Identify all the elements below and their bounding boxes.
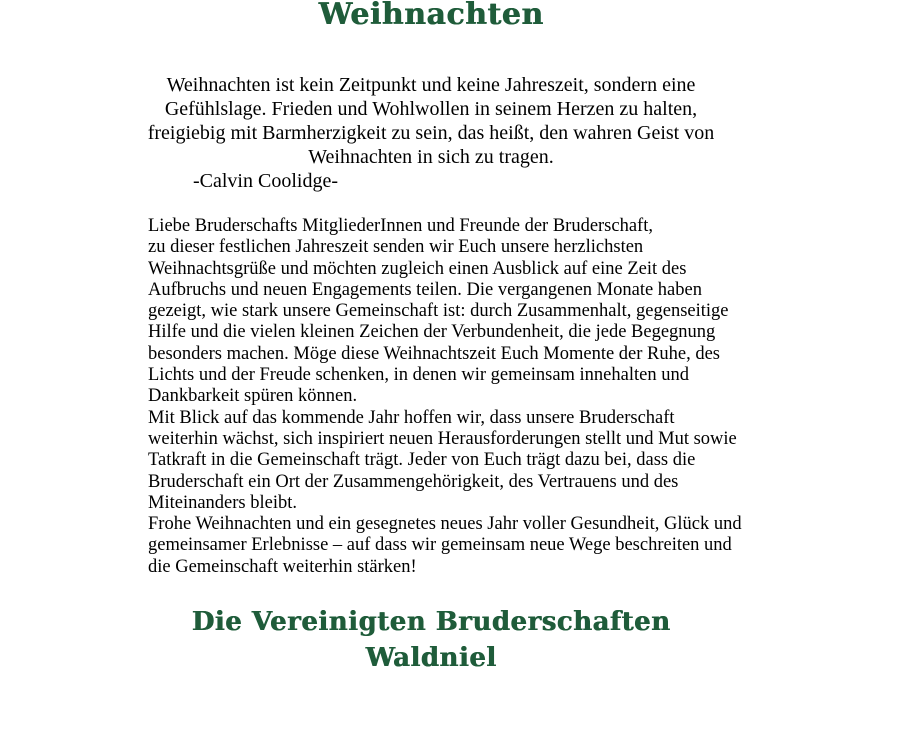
letter-line: Lichts und der Freude schenken, in denen wir gemeinsam innehalten und [148, 365, 689, 386]
quote-block [0, 73, 862, 193]
letter-line: die Gemeinschaft weiterhin stärken! [148, 556, 417, 577]
letter-line: Bruderschaft ein Ort der Zusammengehörigkeit, des Vertrauens und des [148, 471, 679, 492]
quote-line: Gefühlslage. Frieden und Wohlwollen in seinem Herzen zu halten, [164, 98, 698, 120]
letter-line: Frohe Weihnachten und ein gesegnetes neues Jahr voller Gesundheit, Glück und [148, 514, 742, 535]
letter-line: gezeigt, wie stark unsere Gemeinschaft ist: durch Zusammenhalt, gegenseitige [148, 301, 729, 322]
letter-line: besonders machen. Möge diese Weihnachtszeit Euch Momente der Ruhe, des [148, 343, 721, 364]
quote-line: Weihnachten ist kein Zeitpunkt und keine Jahreszeit, sondern eine [166, 74, 696, 96]
signature-line-2: Waldniel [365, 643, 497, 673]
letter-body [148, 216, 848, 578]
letter-line: Aufbruchs und neuen Engagements teilen. Die vergangenen Monate haben [148, 279, 702, 300]
signature-line-1: Die Vereinigten Bruderschaften [191, 607, 671, 637]
letter-line: Miteinanders bleibt. [148, 492, 297, 513]
letter-line: Dankbarkeit spüren können. [148, 386, 358, 407]
letter-line: Tatkraft in die Gemeinschaft trägt. Jeder von Euch trägt dazu bei, dass die [148, 450, 696, 471]
quote-attribution: -Calvin Coolidge- [193, 170, 338, 192]
letter-line: weiterhin wächst, sich inspiriert neuen Herausforderungen stellt und Mut sowie [148, 428, 737, 449]
letter-line: gemeinsamer Erlebnisse – auf dass wir gemeinsam neue Wege beschreiten und [148, 535, 732, 556]
quote-line: Weihnachten in sich zu tragen. [308, 146, 554, 168]
letter-line: Liebe Bruderschafts MitgliederInnen und Freunde der Bruderschaft, [148, 216, 653, 236]
signature-block [0, 604, 862, 676]
letter-line: zu dieser festlichen Jahreszeit senden wir Euch unsere herzlichsten [148, 237, 644, 258]
letter-line: Hilfe und die vielen kleinen Zeichen der Verbundenheit, die jede Begegnung [148, 322, 716, 343]
letter-line: Weihnachtsgrüße und möchten zugleich einen Ausblick auf eine Zeit des [148, 258, 687, 279]
letter-line: Mit Blick auf das kommende Jahr hoffen wir, dass unsere Bruderschaft [148, 407, 675, 428]
page-title: Weihnachten [318, 0, 544, 32]
quote-line: freigiebig mit Barmherzigkeit zu sein, das heißt, den wahren Geist von [147, 122, 715, 144]
